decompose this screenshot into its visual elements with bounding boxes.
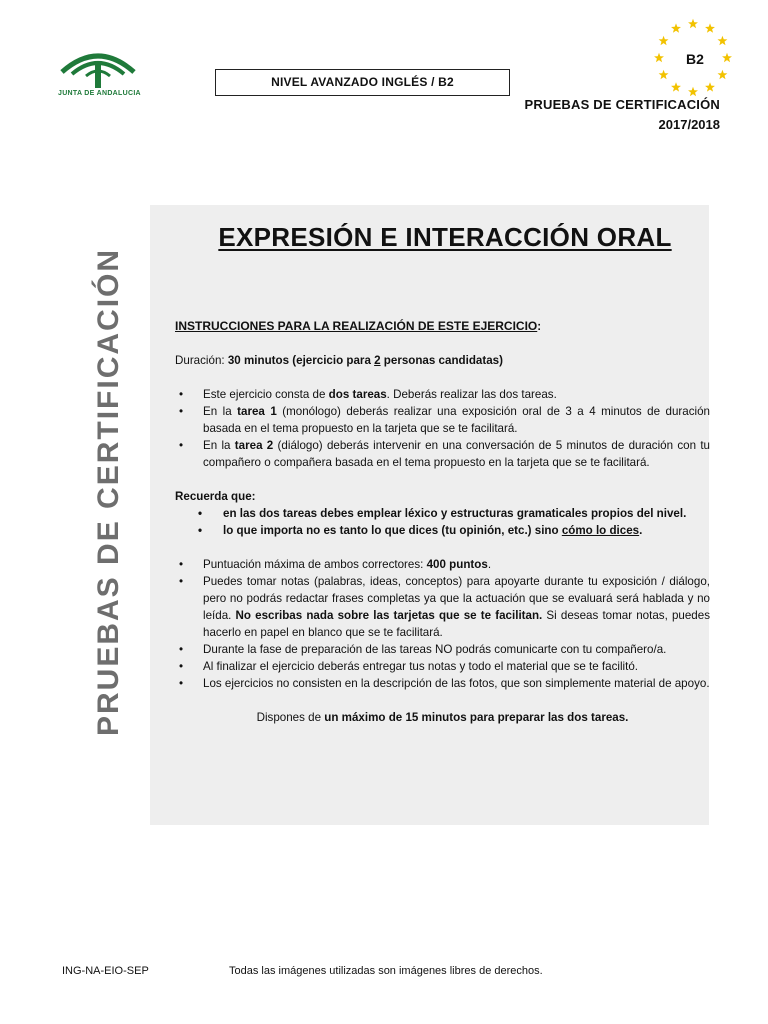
instructions-content	[175, 318, 710, 726]
star-icon	[718, 70, 728, 79]
star-icon	[722, 53, 732, 62]
list-item: • Al finalizar el ejercicio deberás entregar tus notas y todo el material que se te facilitó.	[175, 658, 710, 675]
academic-year: 2017/2018	[658, 117, 720, 132]
list-item: • lo que importa no es tanto lo que dices (tu opinión, etc.) sino cómo lo dices.	[175, 522, 710, 539]
star-icon	[705, 82, 715, 91]
document-code: ING-NA-EIO-SEP	[62, 965, 149, 977]
star-icon	[671, 82, 681, 91]
star-icon	[688, 87, 698, 96]
junta-de-andalucia-logo	[56, 46, 140, 104]
duration-line: Duración: 30 minutos (ejercicio para 2 personas candidatas)	[175, 354, 503, 367]
remember-list	[175, 505, 710, 539]
list-item: • en las dos tareas debes emplear léxico y estructuras gramaticales propios del nivel.	[175, 505, 710, 522]
emblem-icon	[56, 46, 140, 90]
star-icon	[688, 19, 698, 28]
level-label: NIVEL AVANZADO INGLÉS / B2	[215, 69, 510, 96]
list-item: • Puntuación máxima de ambos correctores: 400 puntos.	[175, 556, 710, 573]
copyright-note: Todas las imágenes utilizadas son imágenes libres de derechos.	[229, 965, 543, 977]
main-title: EXPRESIÓN E INTERACCIÓN ORAL	[218, 222, 672, 252]
star-icon	[718, 36, 728, 45]
level-badge: B2	[686, 51, 704, 67]
instructions-heading: INSTRUCCIONES PARA LA REALIZACIÓN DE ESTE EJERCICIO:	[175, 319, 542, 333]
list-item: • Este ejercicio consta de dos tareas. Deberás realizar las dos tareas.	[175, 386, 710, 403]
task-list	[175, 386, 710, 471]
star-icon	[659, 70, 669, 79]
list-item: • Puedes tomar notas (palabras, ideas, conceptos) para apoyarte durante tu exposición / diálogo, pero no podrás redactar frases completas ya que la actuación que se evaluará será hablada y no leída. No escribas nada sobre las tarjetas que se te facilitan. Si deseas tomar notas, puedes hacerlo en papel en blanco que se te facilitará.	[175, 573, 710, 641]
star-icon	[654, 53, 664, 62]
rules-list	[175, 556, 710, 692]
preparation-time: Dispones de un máximo de 15 minutos para preparar las dos tareas.	[256, 711, 629, 724]
list-item: • En la tarea 2 (diálogo) deberás intervenir en una conversación de 5 minutos de duración con tu compañero o compañera basada en el tema propuesto en la tarjeta que se te facilitará.	[175, 437, 710, 471]
star-icon	[671, 23, 681, 32]
list-item: • Los ejercicios no consisten en la descripción de las fotos, que son simplemente material de apoyo.	[175, 675, 710, 692]
certification-title: PRUEBAS DE CERTIFICACIÓN	[524, 97, 720, 112]
logo-text: JUNTA DE ANDALUCIA	[58, 90, 141, 97]
list-item: • En la tarea 1 (monólogo) deberás realizar una exposición oral de 3 a 4 minutos de duración basada en el tema propuesto en la tarjeta que se te facilitará.	[175, 403, 710, 437]
side-title: PRUEBAS DE CERTIFICACIÓN	[92, 247, 125, 736]
list-item: • Durante la fase de preparación de las tareas NO podrás comunicarte con tu compañero/a.	[175, 641, 710, 658]
star-icon	[705, 23, 715, 32]
remember-label: Recuerda que:	[175, 490, 256, 503]
star-icon	[659, 36, 669, 45]
